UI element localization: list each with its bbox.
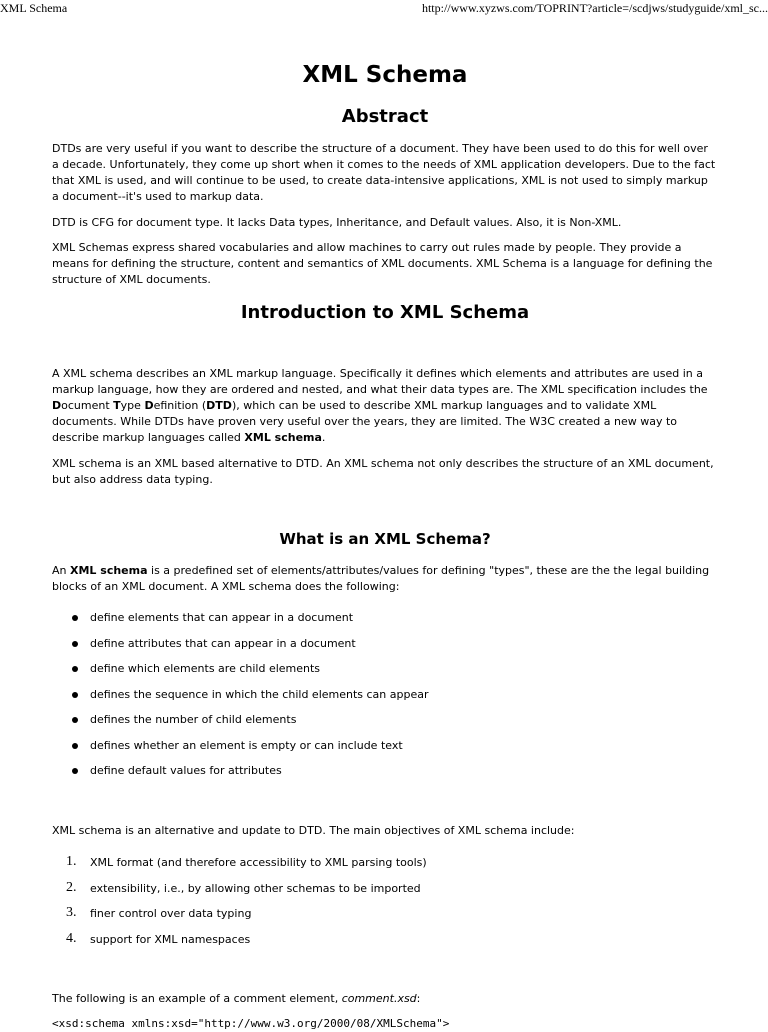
list-item: define elements that can appear in a document: [52, 610, 718, 636]
list-item: defines the sequence in which the child elements can appear: [52, 687, 718, 713]
list-item: define attributes that can appear in a document: [52, 636, 718, 662]
code-snippet: <xsd:schema xmlns:xsd="http://www.w3.org/2000/08/XMLSchema">: [52, 1017, 450, 1030]
bullet-icon: [72, 666, 78, 672]
list-item: defines the number of child elements: [52, 712, 718, 738]
document-title: XML Schema: [302, 62, 468, 88]
bullet-icon: [72, 615, 78, 621]
intro-paragraph-1: A XML schema describes an XML markup language. Specifically it defines which elements and attributes are used in a markup language, how they are ordered and nested, and what their data types are. The XML specification includes the Document Type Definition (DTD), which can be used to describe XML markup languages and to validate XML documents. While DTDs have proven very useful over the years, they are limited. The W3C created a new way to describe markup languages called XML schema.: [52, 367, 708, 444]
abstract-paragraph-2: DTD is CFG for document type. It lacks Data types, Inheritance, and Default values. Also, it is Non-XML.: [52, 216, 622, 229]
print-page-url: http://www.xyzws.com/TOPRINT?article=/scdjws/studyguide/xml_sc...: [421, 1, 768, 15]
abstract-paragraph-3: XML Schemas express shared vocabularies and allow machines to carry out rules made by people. They provide a means for defining the structure, content and semantics of XML documents. XML Schema is a language for defining the structure of XML documents.: [52, 241, 713, 286]
intro-heading: Introduction to XML Schema: [240, 302, 530, 323]
objectives-list: [52, 855, 718, 957]
bullet-icon: [72, 717, 78, 723]
list-item: 1. XML format (and therefore accessibility to XML parsing tools): [66, 854, 427, 869]
bullet-icon: [72, 692, 78, 698]
abstract-heading: Abstract: [341, 106, 429, 127]
example-intro: The following is an example of a comment element, comment.xsd:: [52, 992, 421, 1005]
schema-capabilities-list: [52, 610, 718, 789]
print-page-title: XML Schema: [0, 1, 68, 15]
bullet-icon: [72, 768, 78, 774]
objectives-intro: XML schema is an alternative and update to DTD. The main objectives of XML schema include:: [52, 824, 575, 837]
abstract-paragraph-1: DTDs are very useful if you want to describe the structure of a document. They have been used to do this for well over a decade. Unfortunately, they come up short when it comes to the needs of XML application developers. Due to the fact that XML is used, and will continue to be used, to create data-intensive applications, XML is not used to simply markup a document--it's used to markup data.: [52, 142, 716, 203]
list-item: define default values for attributes: [52, 763, 718, 789]
what-paragraph: An XML schema is a predefined set of elements/attributes/values for defining "types", these are the the legal building blocks of an XML document. A XML schema does the following:: [52, 564, 710, 593]
list-item: 3. finer control over data typing: [66, 905, 252, 920]
list-item: 4. support for XML namespaces: [66, 930, 251, 946]
list-item: defines whether an element is empty or can include text: [52, 738, 718, 764]
list-item: 2. extensibility, i.e., by allowing other schemas to be imported: [66, 879, 421, 895]
print-header: [0, 0, 768, 16]
intro-paragraph-2: XML schema is an XML based alternative to DTD. An XML schema not only describes the structure of an XML document, but also address data typing.: [52, 457, 714, 486]
bullet-icon: [72, 743, 78, 749]
what-heading: What is an XML Schema?: [279, 530, 491, 548]
bullet-icon: [72, 641, 78, 647]
list-item: define which elements are child elements: [52, 661, 718, 687]
